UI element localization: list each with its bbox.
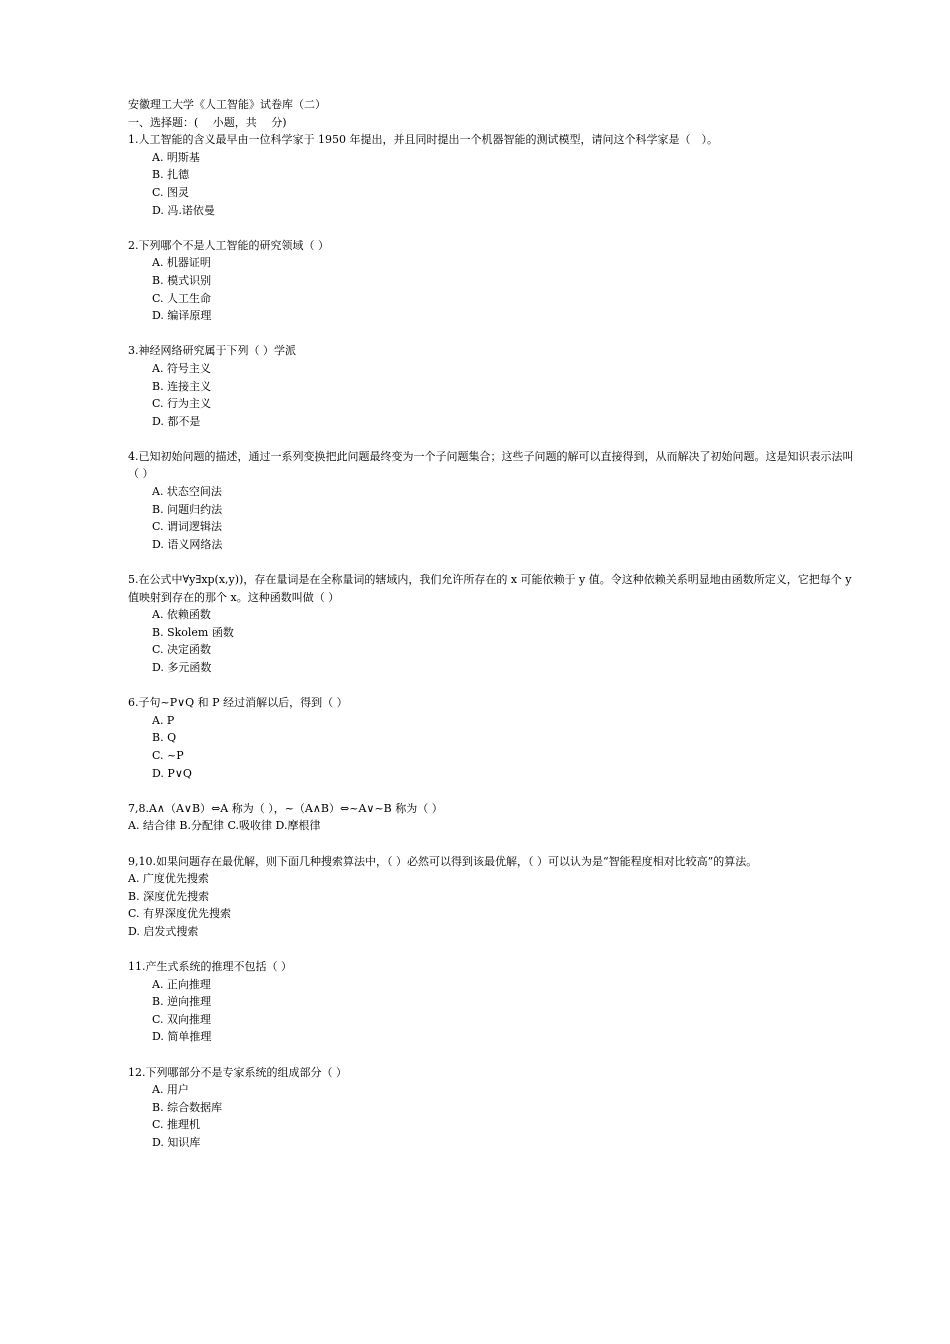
question-list <box>128 131 860 1151</box>
answer-option: B. 逆向推理 <box>152 995 212 1009</box>
answer-option: D. 简单推理 <box>152 1030 212 1044</box>
answer-option: A. 机器证明 <box>152 256 211 270</box>
question-block <box>128 958 860 1046</box>
answer-option: C. ~P <box>152 748 184 762</box>
section-heading: 一、选择题：( 小题，共 分) <box>128 115 287 129</box>
answer-option: A. 广度优先搜索 <box>128 872 209 886</box>
answer-option: C. 推理机 <box>152 1118 201 1132</box>
answer-option: B. 扎德 <box>152 168 190 182</box>
answer-option: A. 依赖函数 <box>152 608 211 622</box>
answer-option: A. 用户 <box>152 1083 189 1097</box>
answer-option: A. P <box>152 713 175 727</box>
question-block <box>128 800 860 835</box>
answer-option: A. 结合律 B.分配律 C.吸收律 D.摩根律 <box>128 819 321 833</box>
answer-option: A. 正向推理 <box>152 977 211 991</box>
answer-option: B. Skolem 函数 <box>152 625 234 639</box>
answer-option: B. 连接主义 <box>152 379 212 393</box>
question-block <box>128 131 860 219</box>
question-block <box>128 342 860 430</box>
answer-option: C. 有界深度优先搜索 <box>128 907 232 921</box>
question-block <box>128 237 860 325</box>
answer-option: B. 深度优先搜索 <box>128 889 210 903</box>
answer-option: C. 决定函数 <box>152 643 212 657</box>
answer-option: B. Q <box>152 731 177 745</box>
answer-option: D. 多元函数 <box>152 661 212 674</box>
document-body <box>128 96 860 1152</box>
answer-option: B. 综合数据库 <box>152 1100 223 1114</box>
question-text: 3.神经网络研究属于下列（ ）学派 <box>128 344 296 358</box>
question-block <box>128 694 860 782</box>
answer-option: A. 明斯基 <box>152 150 200 164</box>
question-text: 2.下列哪个不是人工智能的研究领域（ ） <box>128 238 329 252</box>
answer-option: D. 语义网络法 <box>152 537 223 551</box>
answer-option: D. 知识库 <box>152 1136 201 1150</box>
question-block <box>128 571 860 677</box>
answer-option: C. 行为主义 <box>152 397 212 411</box>
answer-option: C. 谓词逻辑法 <box>152 520 223 534</box>
question-block <box>128 853 860 941</box>
question-text: 1.人工智能的含义最早由一位科学家于 1950 年提出，并且同时提出一个机器智能的测试模型，请问这个科学家是（ ）。 <box>128 133 718 147</box>
answer-option: B. 问题归约法 <box>152 502 223 516</box>
answer-option: A. 符号主义 <box>152 361 211 375</box>
answer-option: D. 编译原理 <box>152 309 212 323</box>
answer-option: D. 都不是 <box>152 414 201 428</box>
answer-option: D. 启发式搜索 <box>128 924 199 938</box>
document-title: 安徽理工大学《人工智能》试卷库（二） <box>128 98 326 111</box>
question-text: 6.子句~P∨Q 和 P 经过消解以后，得到（ ） <box>128 696 348 710</box>
answer-option: B. 模式识别 <box>152 273 212 287</box>
answer-option: C. 人工生命 <box>152 291 212 305</box>
question-text: 5.在公式中∀y∃xp(x,y))，存在量词是在全称量词的辖域内，我们允许所存在的 x 可能依赖于 y 值。令这种依赖关系明显地由函数所定义，它把每个 y 值映射到存在的那个 x。这种函数叫做（ ） <box>128 573 852 604</box>
answer-option: C. 双向推理 <box>152 1012 212 1026</box>
answer-option: C. 图灵 <box>152 185 190 199</box>
question-text: 7,8.A∧（A∨B）⇔A 称为（ ），~（A∧B）⇔~A∨~B 称为（ ） <box>128 801 443 815</box>
question-text: 12.下列哪部分不是专家系统的组成部分（ ） <box>128 1065 347 1079</box>
question-text: 9,10.如果问题存在最优解，则下面几种搜索算法中，（ ）必然可以得到该最优解，（ ）可以认为是“智能程度相对比较高”的算法。 <box>128 854 758 868</box>
question-block <box>128 1064 860 1152</box>
answer-option: D. P∨Q <box>152 766 192 780</box>
answer-option: A. 状态空间法 <box>152 485 222 499</box>
question-text: 11.产生式系统的推理不包括（ ） <box>128 960 292 974</box>
question-text: 4.已知初始问题的描述，通过一系列变换把此问题最终变为一个子问题集合；这些子问题的解可以直接得到，从而解决了初始问题。这是知识表示法叫（ ） <box>128 449 854 481</box>
answer-option: D. 冯.诺依曼 <box>152 203 215 217</box>
question-block <box>128 448 860 554</box>
